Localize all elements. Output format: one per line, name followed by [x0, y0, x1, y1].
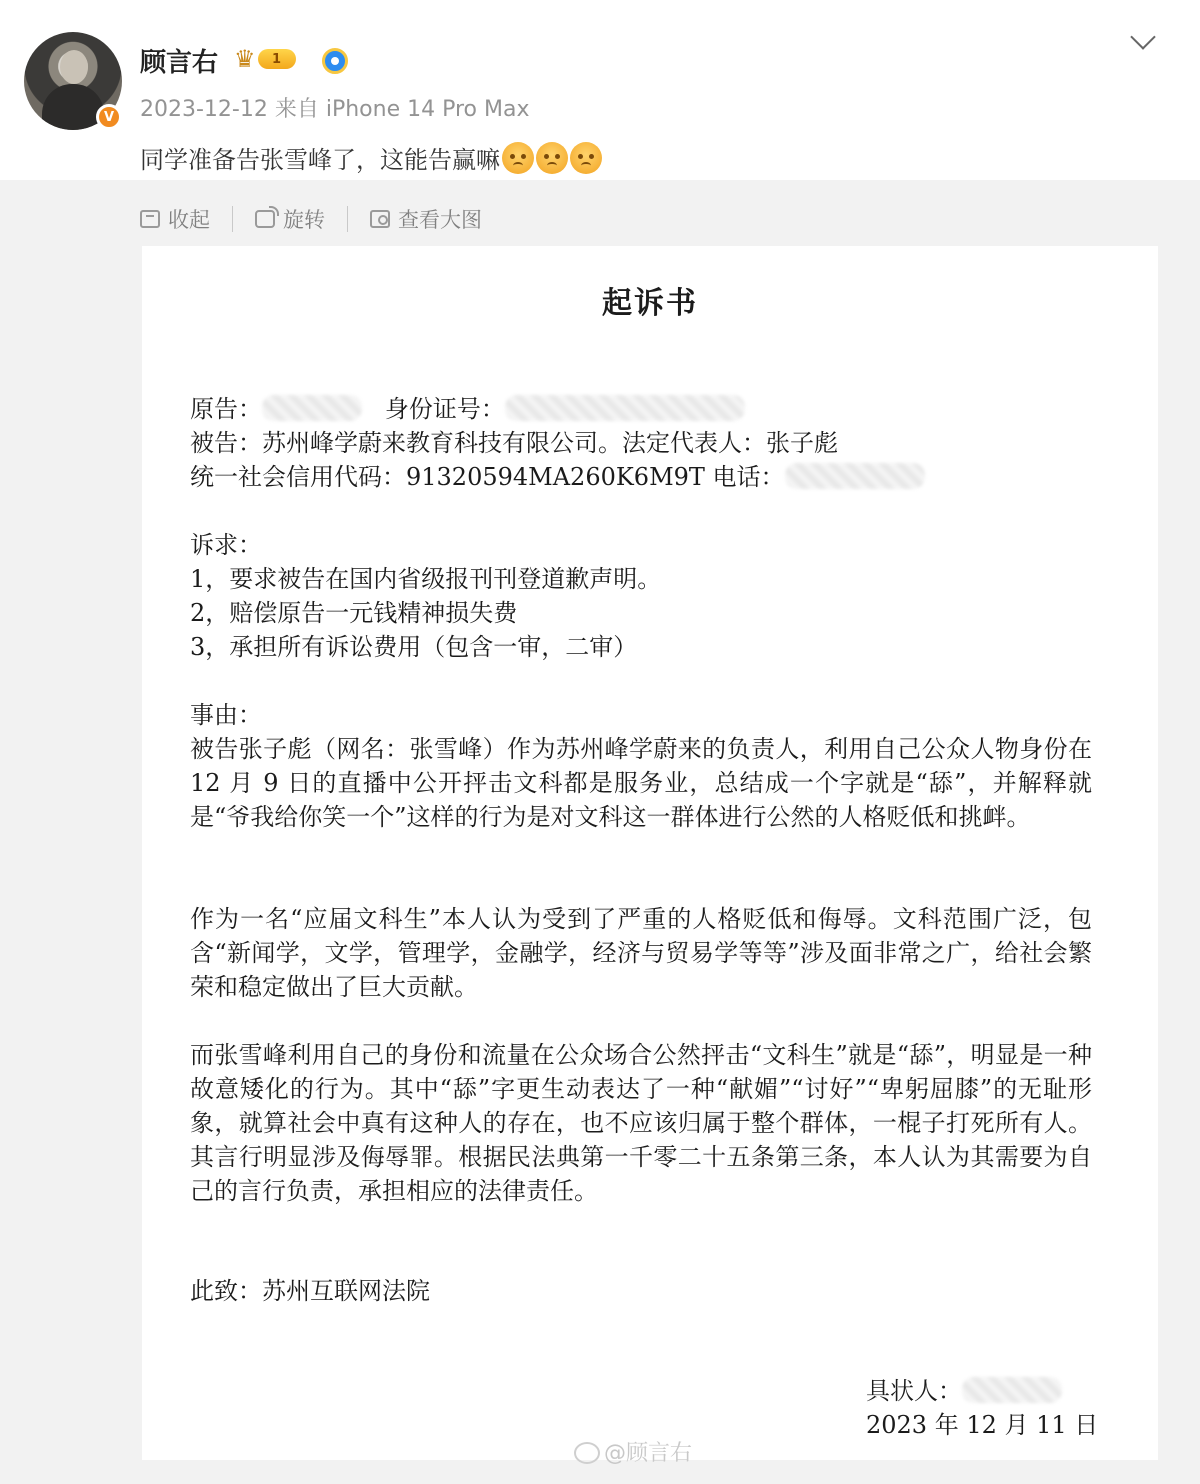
sad-emoji-icon: [502, 142, 534, 174]
signer-label: 具状人：: [866, 1377, 962, 1405]
document-date: 2023 年 12 月 11 日: [866, 1411, 1099, 1439]
reason-paragraph: 作为一名“应届文科生”本人认为受到了严重的人格贬低和侮辱。文科范围广泛，包含“新闻学，文学，管理学，金融学，经济与贸易学等等”涉及面非常之广，给社会繁荣和稳定做出了巨大贡献。: [190, 905, 1092, 1001]
redacted-id: [505, 395, 745, 421]
claim-item: 3，承担所有诉讼费用（包含一审，二审）: [190, 633, 638, 661]
redacted-phone: [785, 463, 925, 489]
rotate-icon: [255, 210, 275, 228]
view-large-button[interactable]: [370, 204, 482, 234]
reason-paragraph: 而张雪峰利用自己的身份和流量在公众场合公然抨击“文科生”就是“舔”，明显是一种故意矮化的行为。其中“舔”字更生动表达了一种“献媚”“讨好”“卑躬屈膝”的无耻形象，就算社会中真有这种人的存在，也不应该归属于整个群体，一棍子打死所有人。其言行明显涉及侮辱罪。根据民法典第一千零二十五条第三条，本人认为其需要为自己的言行负责，承担相应的法律责任。: [190, 1041, 1092, 1205]
view-large-label: 查看大图: [398, 208, 482, 232]
toolbar-divider: [232, 206, 233, 232]
level-number: 1: [258, 49, 296, 69]
watermark-text: @顾言右: [604, 1441, 693, 1466]
zoom-icon: [370, 210, 390, 228]
redacted-signer: [962, 1377, 1062, 1403]
crown-level-badge[interactable]: [234, 46, 304, 72]
claim-item: 1，要求被告在国内省级报刊刊登道歉声明。: [190, 565, 662, 593]
collapse-button[interactable]: [140, 204, 210, 234]
sad-emoji-icon: [536, 142, 568, 174]
rotate-button[interactable]: [255, 204, 325, 234]
weibo-watermark: [574, 1436, 692, 1467]
signer-line: [866, 1374, 1062, 1408]
weibo-logo-icon: [574, 1442, 600, 1464]
credit-code-line: [190, 460, 925, 494]
claims-title: 诉求：: [190, 531, 262, 559]
chevron-down-icon[interactable]: [1130, 24, 1155, 49]
id-label: 身份证号：: [384, 395, 505, 423]
username[interactable]: 顾言右: [140, 48, 219, 78]
verified-icon[interactable]: [322, 48, 348, 74]
post-text: [140, 140, 602, 175]
post-meta: 2023-12-12 来自 iPhone 14 Pro Max: [140, 97, 530, 122]
sad-emoji-icon: [570, 142, 602, 174]
avatar-face: [60, 50, 88, 84]
media-panel: [0, 180, 1200, 1484]
crown-icon: ♛: [234, 45, 256, 73]
collapse-label: 收起: [168, 208, 210, 232]
defendant-line: 被告：苏州峰学蔚来教育科技有限公司。法定代表人：张子彪: [190, 429, 838, 457]
verified-badge-icon: V: [96, 104, 122, 130]
toolbar-divider: [347, 206, 348, 232]
plaintiff-line: [190, 392, 745, 426]
media-toolbar: [140, 204, 482, 234]
credit-code-text: 统一社会信用代码：91320594MA260K6M9T 电话：: [190, 463, 785, 491]
reason-paragraph: 被告张子彪（网名：张雪峰）作为苏州峰学蔚来的负责人，利用自己公众人物身份在 12 月 9 日的直播中公开抨击文科都是服务业，总结成一个字就是“舔”，并解释就是“爷我给你笑一个”这样的行为是对文科这一群体进行公然的人格贬低和挑衅。: [190, 735, 1092, 831]
complaint-document-image[interactable]: [142, 246, 1158, 1466]
redacted-name: [262, 395, 362, 421]
claim-item: 2，赔偿原告一元钱精神损失费: [190, 599, 518, 627]
reason-title: 事由：: [190, 701, 262, 729]
plaintiff-label: 原告：: [190, 395, 262, 423]
addressee: 此致：苏州互联网法院: [190, 1277, 430, 1305]
post-text-content: 同学准备告张雪峰了，这能告赢嘛: [140, 146, 500, 174]
collapse-icon: [140, 210, 160, 228]
rotate-label: 旋转: [283, 208, 325, 232]
avatar-body: [42, 84, 104, 130]
document-title: 起诉书: [602, 286, 698, 321]
